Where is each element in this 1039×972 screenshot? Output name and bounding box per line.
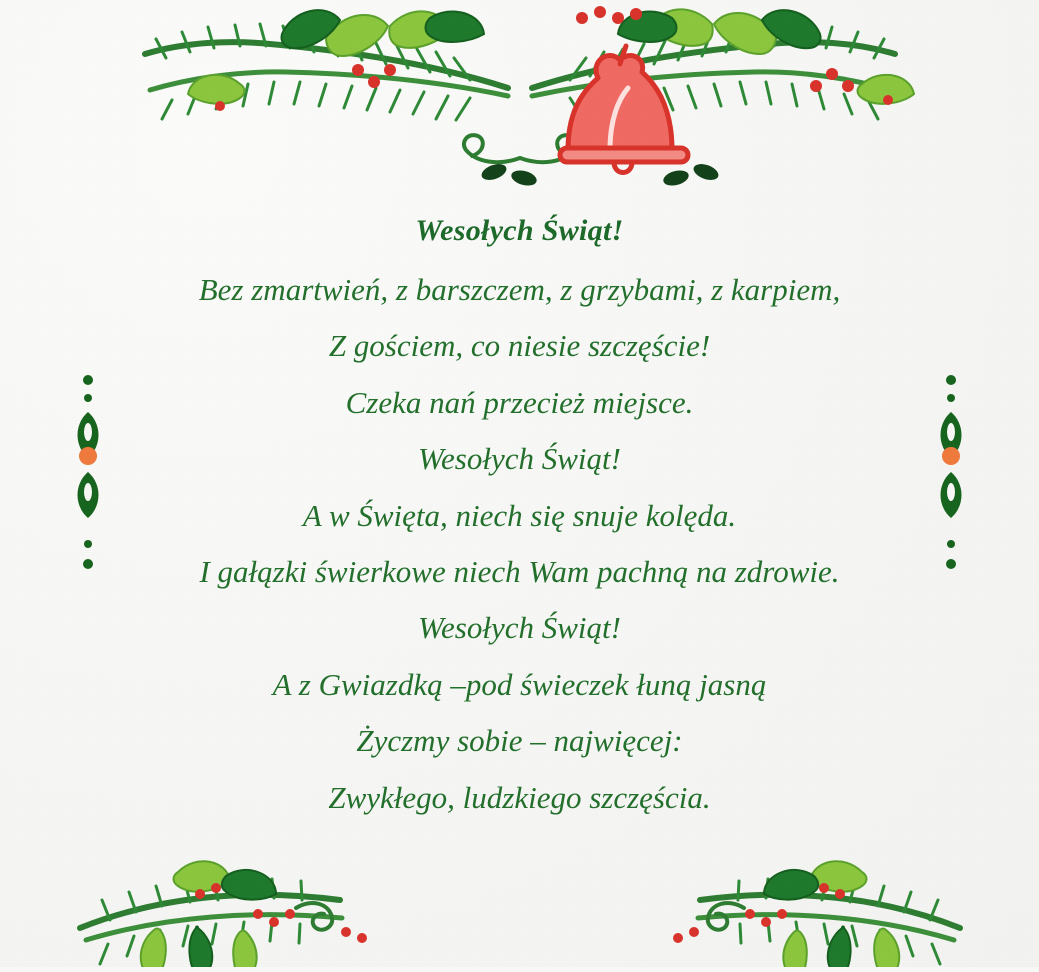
holly-garland-icon	[50, 832, 990, 967]
bottom-garland-decoration	[50, 832, 990, 967]
poem-line: Zwykłego, ludzkiego szczęścia.	[328, 779, 711, 815]
poem-line: Wesołych Świąt!	[418, 441, 621, 477]
poem-line: Bez zmartwień, z barszczem, z grzybami, z karpiem,	[198, 272, 841, 307]
poem-line: Wesołych Świąt!	[418, 610, 621, 646]
top-garland-decoration	[90, 0, 950, 210]
poem-line: A z Gwiazdką –pod świeczek łuną jasną	[272, 666, 767, 702]
bell-icon	[560, 46, 688, 173]
poem-block	[0, 214, 1039, 826]
poem-line: I gałązki świerkowe niech Wam pachną na zdrowie.	[199, 554, 840, 590]
greeting-title: Wesołych Świąt!	[415, 214, 624, 247]
poem-line: Czeka nań przecież miejsce.	[345, 384, 694, 420]
poem-line: A w Święta, niech się snuje kolęda.	[302, 497, 737, 533]
poem-line: Z gościem, co niesie szczęście!	[328, 328, 711, 364]
holly-garland-with-bell-icon	[90, 0, 950, 210]
poem-line: Życzmy sobie – najwięcej:	[356, 723, 683, 759]
